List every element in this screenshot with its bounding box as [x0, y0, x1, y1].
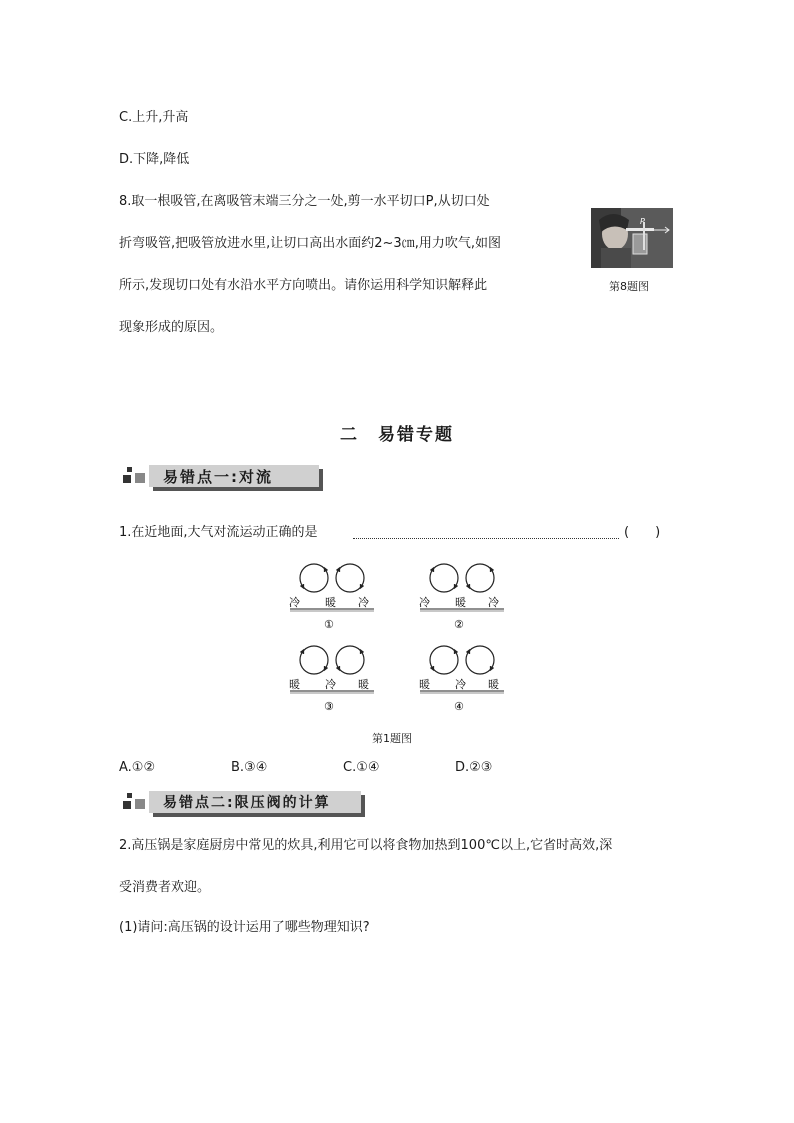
q8-line-2: 折弯吸管,把吸管放进水里,让切口高出水面约2~3㎝,用力吹气,如图: [119, 236, 501, 251]
q8-line-1: 8.取一根吸管,在离吸管末端三分之一处,剪一水平切口P,从切口处: [119, 194, 490, 209]
q1-option-a: A.①②: [119, 760, 156, 775]
q1-answer-paren: ( ): [624, 525, 661, 540]
d4-right-label: 暖: [488, 678, 499, 691]
d4-number: ④: [454, 700, 464, 713]
d3-right-label: 暖: [358, 678, 369, 691]
d1-number: ①: [324, 618, 334, 631]
banner-square: [123, 475, 131, 483]
diagram-1: [289, 564, 374, 631]
d1-mid-label: 暖: [325, 596, 336, 609]
d2-right-label: 冷: [488, 596, 499, 609]
d2-left-label: 冷: [419, 596, 430, 609]
banner-pitfall-1: [119, 461, 329, 491]
banner-square: [127, 793, 132, 798]
d3-number: ③: [324, 700, 334, 713]
q8-figure-caption: 第8题图: [609, 280, 649, 293]
q2-sub-question-1: (1)请问:高压锅的设计运用了哪些物理知识?: [119, 920, 370, 935]
banner-pitfall-2: [119, 787, 369, 817]
q8-photo: [591, 208, 673, 268]
banner-square: [127, 467, 132, 472]
d1-right-label: 冷: [358, 596, 369, 609]
convection-diagrams: [286, 560, 516, 724]
d3-mid-label: 冷: [325, 678, 336, 691]
d3-left-label: 暖: [289, 678, 300, 691]
banner-square: [123, 801, 131, 809]
q8-line-3: 所示,发现切口处有水沿水平方向喷出。请你运用科学知识解释此: [119, 278, 488, 293]
section-title: 二 易错专题: [340, 425, 454, 445]
q1-option-c: C.①④: [343, 760, 380, 775]
q1-stem: 1.在近地面,大气对流运动正确的是: [119, 525, 318, 540]
d4-left-label: 暖: [419, 678, 430, 691]
girl-blowing-straw-image: [591, 208, 673, 268]
diagram-4: [419, 646, 504, 713]
convection-diagrams-svg: [286, 560, 516, 720]
d4-mid-label: 冷: [455, 678, 466, 691]
q1-option-d: D.②③: [455, 760, 493, 775]
banner-square: [135, 799, 145, 809]
q1-figure-caption: 第1题图: [372, 732, 412, 745]
diagram-2: [419, 564, 504, 631]
option-c: C.上升,升高: [119, 110, 189, 125]
q2-line-2: 受消费者欢迎。: [119, 880, 211, 895]
diagram-3: [289, 646, 374, 713]
option-d: D.下降,降低: [119, 152, 190, 167]
leader-dots: [353, 533, 619, 539]
d1-left-label: 冷: [289, 596, 300, 609]
d2-number: ②: [454, 618, 464, 631]
q8-line-4: 现象形成的原因。: [119, 320, 224, 335]
q2-line-1: 2.高压锅是家庭厨房中常见的炊具,利用它可以将食物加热到100℃以上,它省时高效,深: [119, 838, 613, 853]
banner-label: 易错点二:限压阀的计算: [163, 795, 331, 811]
d2-mid-label: 暖: [455, 596, 466, 609]
banner-label: 易错点一:对流: [163, 468, 273, 486]
q1-option-b: B.③④: [231, 760, 268, 775]
banner-square: [135, 473, 145, 483]
photo-label-p: P: [640, 217, 645, 226]
